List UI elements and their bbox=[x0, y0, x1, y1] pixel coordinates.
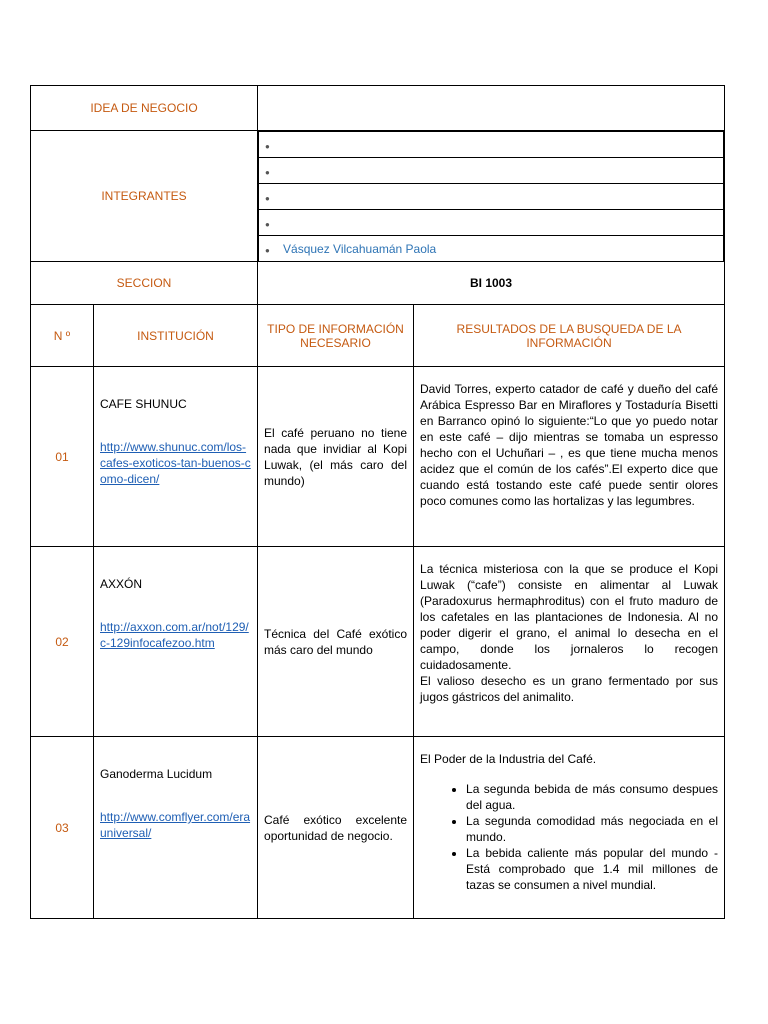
seccion-row bbox=[31, 262, 725, 305]
column-header-row bbox=[31, 305, 725, 367]
bullet-icon: ● bbox=[265, 141, 270, 151]
business-idea-table bbox=[30, 85, 725, 919]
col-header-num: N º bbox=[31, 305, 94, 367]
row-number: 01 bbox=[31, 367, 94, 547]
col-header-institucion: INSTITUCIÓN bbox=[94, 305, 258, 367]
search-result-cell bbox=[414, 547, 725, 737]
result-bullet-list bbox=[420, 781, 718, 893]
bullet-icon: ● bbox=[265, 193, 270, 203]
members-cell bbox=[258, 131, 725, 262]
bullet-icon: ● bbox=[265, 219, 270, 229]
info-type: El café peruano no tiene nada que invidiar al Kopi Luwak, (el más caro del mundo) bbox=[258, 367, 414, 547]
member-item[interactable] bbox=[259, 236, 724, 262]
table-row bbox=[31, 737, 725, 919]
list-item: • La bebida caliente más popular del mundo - Está comprobado que 1.4 mil millones de tazas se consumen a nivel mundial. bbox=[466, 845, 718, 893]
institution-cell bbox=[94, 737, 258, 919]
table-row bbox=[31, 547, 725, 737]
search-result-title: El Poder de la Industria del Café. bbox=[420, 752, 597, 766]
info-type: Café exótico excelente oportunidad de negocio. bbox=[258, 737, 414, 919]
member-item[interactable] bbox=[259, 210, 724, 236]
bullet-icon: ● bbox=[265, 167, 270, 177]
integrantes-label: INTEGRANTES bbox=[31, 131, 258, 262]
search-result: La técnica misteriosa con la que se produce el Kopi Luwak (“cafe”) consiste en alimentar al Luwak (Paradoxurus hermaphroditus) con el fruto maduro de los cafetales en las plantaciones de Indonesia. Al no poder digerir el grano, el animal lo desecha en el campo, donde los jornaleros lo recogen cuidadosamente. bbox=[420, 562, 719, 672]
row-number: 02 bbox=[31, 547, 94, 737]
col-header-tipo: TIPO DE INFORMACIÓN NECESARIO bbox=[258, 305, 414, 367]
bullet-icon: ● bbox=[265, 245, 270, 255]
member-item[interactable] bbox=[259, 132, 724, 158]
row-number: 03 bbox=[31, 737, 94, 919]
institution-link[interactable]: http://axxon.com.ar/not/129/c-129infocafezoo.htm bbox=[100, 620, 249, 650]
members-list bbox=[258, 131, 724, 261]
institution-cell bbox=[94, 547, 258, 737]
member-name: Vásquez Vilcahuamán Paola bbox=[283, 241, 437, 256]
list-item: • La segunda comodidad más negociada en el mundo. bbox=[466, 813, 718, 845]
seccion-value: BI 1003 bbox=[258, 262, 725, 305]
idea-value[interactable] bbox=[258, 86, 725, 131]
institution-name: AXXÓN bbox=[100, 577, 143, 591]
search-result-cell bbox=[414, 737, 725, 919]
institution-link[interactable]: http://www.shunuc.com/los-cafes-exoticos-tan-buenos-como-dicen/ bbox=[100, 440, 251, 486]
list-item: • La segunda bebida de más consumo despues del agua. bbox=[466, 781, 718, 813]
search-result: David Torres, experto catador de café y dueño del café Arábica Espresso Bar en Miraflores y Tostaduría Bisetti en Barranco opinó lo siguiente:“Lo que yo puedo notar en este café – dijo mientras se tomaba un espresso hecho con el Uchuñari – , es que tiene mucha menos acidez que el común de los cafés”.El experto dice que cuando está tostando este café puede sentir olores poco comunes como las hortalizas y las legumbres. bbox=[414, 367, 725, 547]
institution-name: Ganoderma Lucidum bbox=[100, 767, 213, 781]
integrantes-row bbox=[31, 131, 725, 262]
member-item[interactable] bbox=[259, 158, 724, 184]
idea-row bbox=[31, 86, 725, 131]
institution-cell bbox=[94, 367, 258, 547]
col-header-resultados: RESULTADOS DE LA BUSQUEDA DE LA INFORMACIÓN bbox=[414, 305, 725, 367]
seccion-label: SECCION bbox=[31, 262, 258, 305]
search-result-extra: El valioso desecho es un grano fermentado por sus jugos gástricos del animalito. bbox=[420, 674, 719, 704]
institution-name: CAFE SHUNUC bbox=[100, 397, 187, 411]
table-row bbox=[31, 367, 725, 547]
idea-label: IDEA DE NEGOCIO bbox=[31, 86, 258, 131]
info-type: Técnica del Café exótico más caro del mundo bbox=[258, 547, 414, 737]
institution-link[interactable]: http://www.comflyer.com/erauniversal/ bbox=[100, 810, 251, 840]
member-item[interactable] bbox=[259, 184, 724, 210]
